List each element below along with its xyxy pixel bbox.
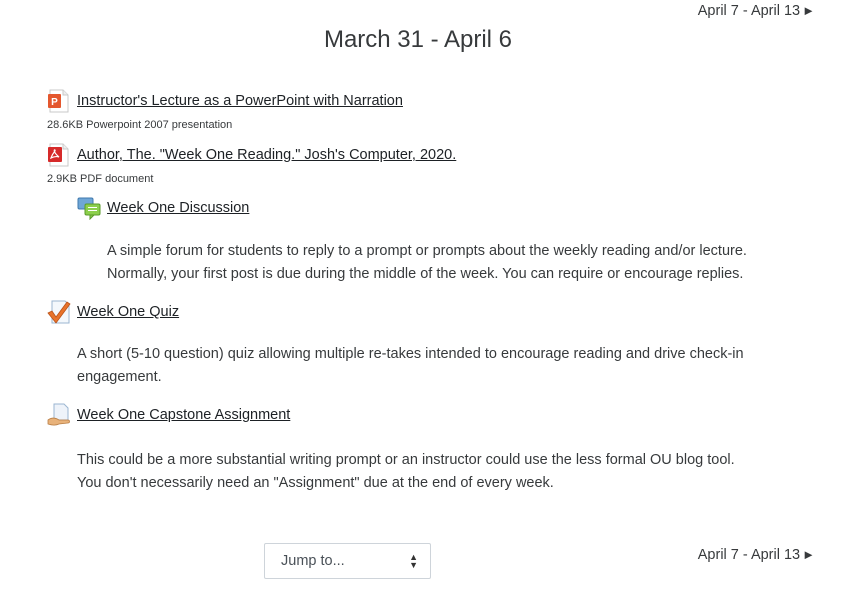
description-line: You don't necessarily need an "Assignment" due at the end of every week. — [77, 475, 554, 491]
file-meta: 2.9KB PDF document — [47, 173, 154, 185]
jump-to-select[interactable] — [264, 543, 431, 579]
activity-description — [77, 343, 744, 389]
next-section-link-top[interactable] — [698, 3, 815, 19]
description-line: engagement. — [77, 369, 162, 385]
file-meta: 28.6KB Powerpoint 2007 presentation — [47, 119, 233, 131]
arrow-right-icon: ► — [802, 3, 815, 18]
description-line: Normally, your first post is due during the middle of the week. You can require or encourage replies. — [107, 266, 744, 282]
sort-caret-icon: ▲ ▼ — [409, 552, 418, 570]
pdf-icon — [47, 143, 71, 167]
activity-pdf — [47, 143, 456, 185]
assignment-icon — [47, 403, 71, 427]
next-section-link-bottom[interactable] — [698, 547, 815, 563]
description-line: A short (5-10 question) quiz allowing multiple re-takes intended to encourage reading and drive check-in — [77, 346, 744, 362]
svg-text:P: P — [51, 97, 58, 108]
activity-link-lecture[interactable]: Instructor's Lecture as a PowerPoint with Narration — [77, 93, 403, 109]
activity-powerpoint — [47, 89, 403, 131]
quiz-icon — [47, 300, 71, 324]
forum-icon — [77, 196, 101, 220]
powerpoint-icon — [47, 89, 71, 113]
next-section-label: April 7 - April 13 — [697, 547, 801, 563]
arrow-right-icon: ► — [802, 547, 815, 562]
activity-link-reading[interactable]: Author, The. "Week One Reading." Josh's Computer, 2020. — [77, 147, 457, 163]
next-section-label: April 7 - April 13 — [697, 3, 801, 19]
activity-assignment — [47, 403, 735, 495]
activity-forum — [77, 196, 747, 286]
jump-to-label: Jump to... — [281, 553, 345, 569]
activity-link-discussion[interactable]: Week One Discussion — [107, 200, 250, 216]
activity-link-quiz[interactable]: Week One Quiz — [77, 304, 180, 320]
activity-description — [107, 240, 747, 286]
activity-link-assignment[interactable]: Week One Capstone Assignment — [77, 407, 291, 423]
section-title: March 31 - April 6 — [323, 26, 513, 53]
description-line: This could be a more substantial writing prompt or an instructor could use the less formal OU blog tool. — [77, 452, 735, 468]
description-line: A simple forum for students to reply to a prompt or prompts about the weekly reading and/or lecture. — [107, 243, 747, 259]
activity-description — [77, 449, 735, 495]
activity-quiz — [47, 300, 744, 389]
